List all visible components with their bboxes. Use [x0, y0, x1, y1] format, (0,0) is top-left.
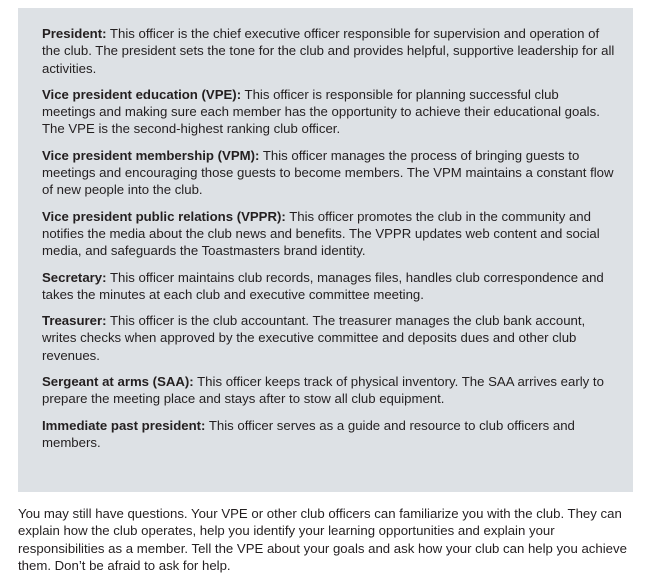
officer-description: This officer is the club accountant. The treasurer manages the club bank account, writes checks when approved by the executive committee and deposits dues and other club revenues.: [42, 313, 586, 363]
officer-description: This officer manages the process of bringing guests to meetings and encouraging those guests to become members. The VPM maintains a constant flow of new people into the club.: [42, 147, 614, 198]
officer-entry-secretary: [42, 269, 615, 304]
officer-description: This officer promotes the club in the community and notifies the media about the club news and benefits. The VPPR updates web content and social media, and safeguards the Toastmasters brand identity.: [42, 208, 600, 259]
officer-description: This officer serves as a guide and resource to club officers and members.: [42, 417, 575, 450]
officer-entry-vpe: [42, 86, 615, 138]
officer-term: Treasurer:: [42, 313, 107, 329]
officer-term: Sergeant at arms (SAA):: [42, 374, 194, 390]
officer-entry-treasurer: [42, 312, 615, 364]
officer-term: Immediate past president:: [42, 417, 206, 433]
officer-term: Vice president education (VPE):: [42, 86, 242, 102]
officer-entry-immediate-past-president: [42, 417, 615, 452]
officer-entry-vpm: [42, 147, 615, 199]
officer-term: Vice president public relations (VPPR):: [42, 208, 286, 224]
officer-description: This officer is the chief executive officer responsible for supervision and operation of the club. The president sets the tone for the club and provides helpful, supportive leadership for all activities.: [42, 26, 615, 76]
officer-term: Vice president membership (VPM):: [42, 147, 260, 163]
officer-term: President:: [42, 26, 107, 41]
officer-term: Secretary:: [42, 269, 107, 285]
officer-description: This officer maintains club records, manages files, handles club correspondence and takes the minutes at each club and executive committee meeting.: [42, 269, 604, 302]
officer-description: This officer keeps track of physical inventory. The SAA arrives early to prepare the meeting place and stays after to stow all club equipment.: [42, 374, 604, 407]
officer-entry-vppr: [42, 208, 615, 260]
closing-paragraph: You may still have questions. Your VPE or other club officers can familiarize you with the club. They can explain how the club operates, help you identify your learning opportunities and explain your responsibilities as a member. Tell the VPE about your goals and ask how your club can help you achieve them. Don’t be afraid to ask for help.: [18, 506, 627, 573]
officer-roles-panel: [18, 8, 633, 492]
officer-entry-president: [42, 25, 615, 77]
officer-description: This officer is responsible for planning successful club meetings and making sure each member has the opportunity to achieve their educational goals. The VPE is the second-highest ranking club officer.: [42, 86, 600, 137]
officer-entry-sergeant-at-arms: [42, 373, 615, 408]
